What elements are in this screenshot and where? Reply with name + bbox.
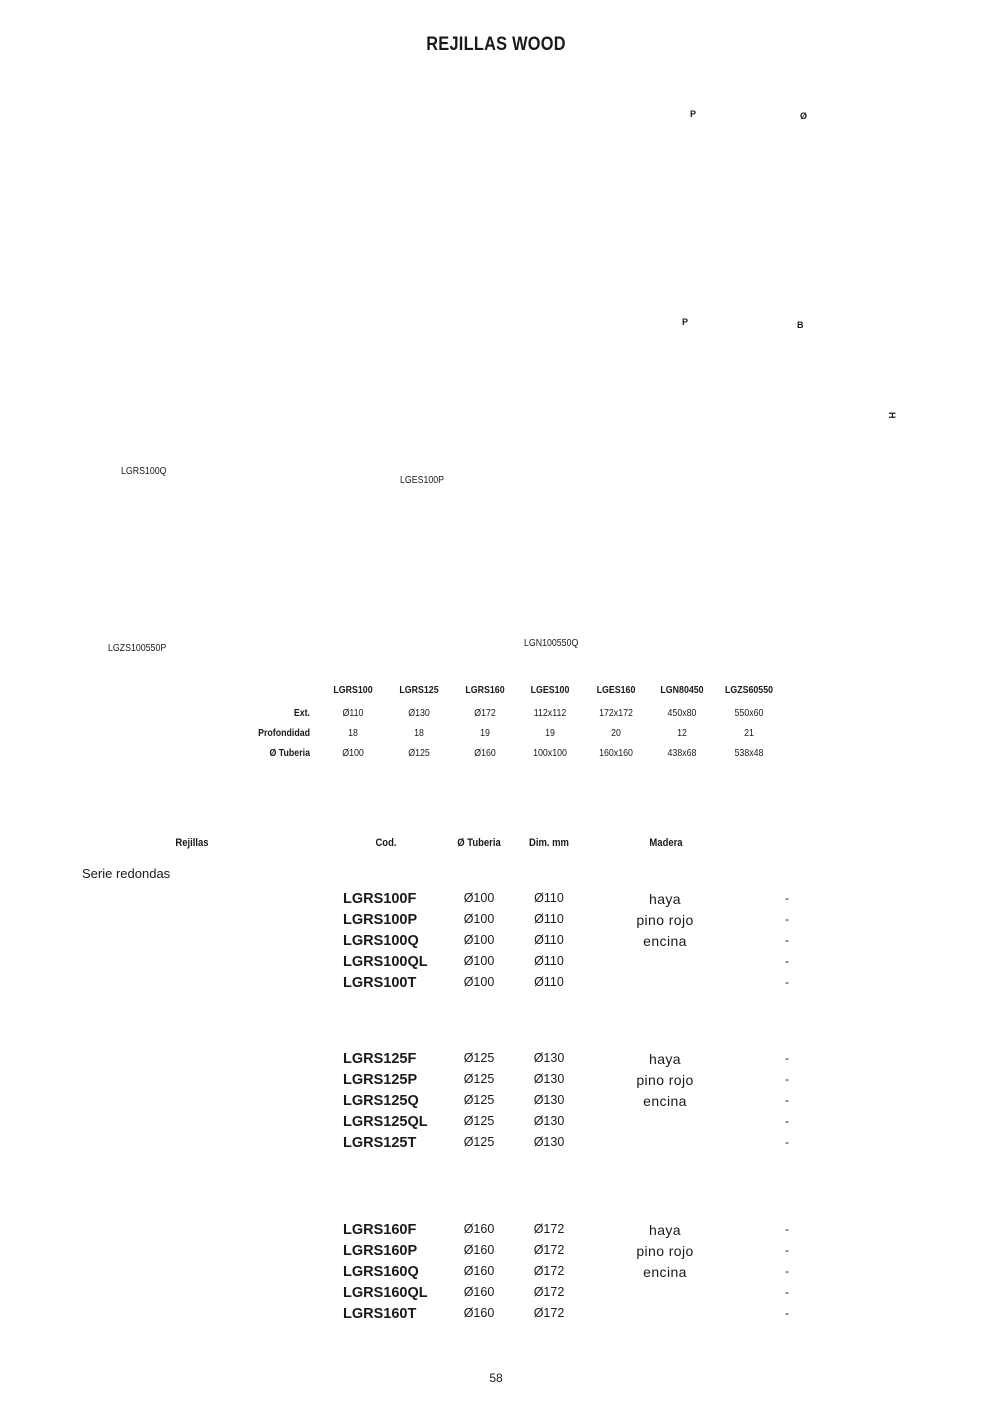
dim-value: Ø130 — [533, 1114, 565, 1128]
spec-cell: 12 — [677, 727, 687, 739]
spec-cell: Ø160 — [474, 747, 496, 759]
product-code: LGRS125QL — [343, 1114, 428, 1130]
tuberia-value: Ø160 — [463, 1285, 495, 1299]
extra-value: - — [785, 954, 789, 968]
page-number: 58 — [489, 1371, 503, 1385]
tuberia-value: Ø100 — [463, 933, 495, 947]
catalog-col-dim: Dim. mm — [529, 837, 569, 849]
spec-cell: Ø100 — [342, 747, 364, 759]
extra-value: - — [785, 1072, 789, 1086]
product-code: LGRS100P — [343, 912, 418, 928]
catalog-col-madera: Madera — [649, 837, 683, 849]
extra-value: - — [785, 1306, 789, 1320]
product-code: LGRS125Q — [343, 1093, 419, 1109]
product-code: LGRS160T — [343, 1306, 417, 1322]
spec-cell: Ø130 — [408, 707, 430, 719]
product-code: LGRS125P — [343, 1072, 418, 1088]
dimension-label-p: P — [690, 109, 697, 119]
tuberia-value: Ø125 — [463, 1135, 495, 1149]
dimension-label-h: H — [887, 412, 897, 419]
spec-col-header: LGZS60550 — [724, 684, 774, 696]
wood-type: pino rojo — [636, 912, 694, 928]
wood-type: encina — [643, 1093, 687, 1109]
dim-value: Ø172 — [533, 1306, 565, 1320]
tuberia-value: Ø125 — [463, 1051, 495, 1065]
product-code: LGRS100QL — [343, 954, 428, 970]
dim-value: Ø110 — [534, 912, 564, 926]
spec-cell: 550x60 — [734, 707, 764, 719]
tuberia-value: Ø125 — [463, 1093, 495, 1107]
spec-cell: 19 — [480, 727, 490, 739]
spec-col-header: LGRS125 — [399, 684, 439, 696]
spec-cell: 20 — [611, 727, 621, 739]
wood-type: haya — [649, 1051, 681, 1067]
series-label: Serie redondas — [82, 866, 171, 881]
product-caption: LGZS100550P — [108, 643, 167, 654]
spec-row-label: Ø Tuberia — [269, 747, 310, 759]
wood-type: pino rojo — [636, 1243, 694, 1259]
dim-value: Ø110 — [534, 891, 564, 905]
extra-value: - — [785, 1222, 789, 1236]
product-caption: LGES100P — [400, 475, 445, 486]
product-code: LGRS100F — [343, 891, 417, 907]
extra-value: - — [785, 1285, 789, 1299]
product-code: LGRS100Q — [343, 933, 419, 949]
dimension-label-p: P — [682, 317, 689, 327]
extra-value: - — [785, 1051, 789, 1065]
extra-value: - — [785, 1243, 789, 1257]
extra-value: - — [785, 975, 789, 989]
spec-cell: Ø172 — [474, 707, 496, 719]
tuberia-value: Ø160 — [463, 1222, 495, 1236]
spec-cell: 18 — [414, 727, 424, 739]
spec-cell: 112x112 — [533, 707, 567, 719]
dim-value: Ø110 — [534, 954, 564, 968]
dim-value: Ø172 — [533, 1243, 565, 1257]
spec-row-label: Profondidad — [258, 727, 310, 739]
catalog-col-tuberia: Ø Tuberia — [457, 837, 501, 849]
wood-type: encina — [643, 933, 687, 949]
extra-value: - — [785, 1114, 789, 1128]
dim-value: Ø172 — [533, 1222, 565, 1236]
wood-type: haya — [649, 1222, 681, 1238]
spec-cell: 19 — [545, 727, 555, 739]
tuberia-value: Ø160 — [463, 1306, 495, 1320]
dim-value: Ø130 — [533, 1051, 565, 1065]
spec-col-header: LGES160 — [596, 684, 636, 696]
dimension-label-b: B — [797, 320, 804, 330]
tuberia-value: Ø160 — [463, 1264, 495, 1278]
product-code: LGRS160F — [343, 1222, 417, 1238]
extra-value: - — [785, 933, 789, 947]
tuberia-value: Ø160 — [463, 1243, 495, 1257]
spec-col-header: LGRS100 — [333, 684, 373, 696]
spec-col-header: LGES100 — [530, 684, 570, 696]
spec-cell: 172x172 — [599, 707, 633, 719]
extra-value: - — [785, 1135, 789, 1149]
product-code: LGRS125F — [343, 1051, 417, 1067]
product-code: LGRS100T — [343, 975, 417, 991]
spec-cell: Ø110 — [342, 707, 364, 719]
spec-cell: 438x68 — [667, 747, 697, 759]
dim-value: Ø172 — [533, 1264, 565, 1278]
product-code: LGRS160QL — [343, 1285, 428, 1301]
dim-value: Ø130 — [533, 1093, 565, 1107]
tuberia-value: Ø125 — [463, 1072, 495, 1086]
spec-cell: 21 — [744, 727, 754, 739]
dim-value: Ø172 — [533, 1285, 565, 1299]
spec-cell: 18 — [348, 727, 358, 739]
wood-type: haya — [649, 891, 681, 907]
product-caption: LGN100550Q — [524, 638, 579, 649]
spec-cell: 538x48 — [734, 747, 764, 759]
tuberia-value: Ø100 — [463, 912, 495, 926]
extra-value: - — [785, 912, 789, 926]
dim-value: Ø130 — [533, 1135, 565, 1149]
spec-cell: 100x100 — [533, 747, 567, 759]
tuberia-value: Ø125 — [463, 1114, 495, 1128]
tuberia-value: Ø100 — [463, 891, 495, 905]
extra-value: - — [785, 1264, 789, 1278]
dim-value: Ø130 — [533, 1072, 565, 1086]
dim-value: Ø110 — [534, 975, 564, 989]
spec-cell: 450x80 — [667, 707, 697, 719]
tuberia-value: Ø100 — [463, 954, 495, 968]
spec-col-header: LGN80450 — [660, 684, 704, 696]
product-code: LGRS160Q — [343, 1264, 419, 1280]
product-code: LGRS160P — [343, 1243, 418, 1259]
product-code: LGRS125T — [343, 1135, 417, 1151]
extra-value: - — [785, 1093, 789, 1107]
tuberia-value: Ø100 — [463, 975, 495, 989]
catalog-col-rejillas: Rejillas — [175, 837, 209, 849]
dimension-label-diameter: Ø — [800, 111, 808, 121]
spec-col-header: LGRS160 — [465, 684, 505, 696]
catalog-col-cod: Cod. — [375, 837, 397, 849]
product-caption: LGRS100Q — [121, 466, 167, 477]
spec-row-label: Ext. — [293, 707, 310, 719]
wood-type: encina — [643, 1264, 687, 1280]
spec-cell: Ø125 — [408, 747, 430, 759]
extra-value: - — [785, 891, 789, 905]
dim-value: Ø110 — [534, 933, 564, 947]
page-title: REJILLAS WOOD — [426, 34, 566, 55]
spec-cell: 160x160 — [599, 747, 633, 759]
wood-type: pino rojo — [636, 1072, 694, 1088]
